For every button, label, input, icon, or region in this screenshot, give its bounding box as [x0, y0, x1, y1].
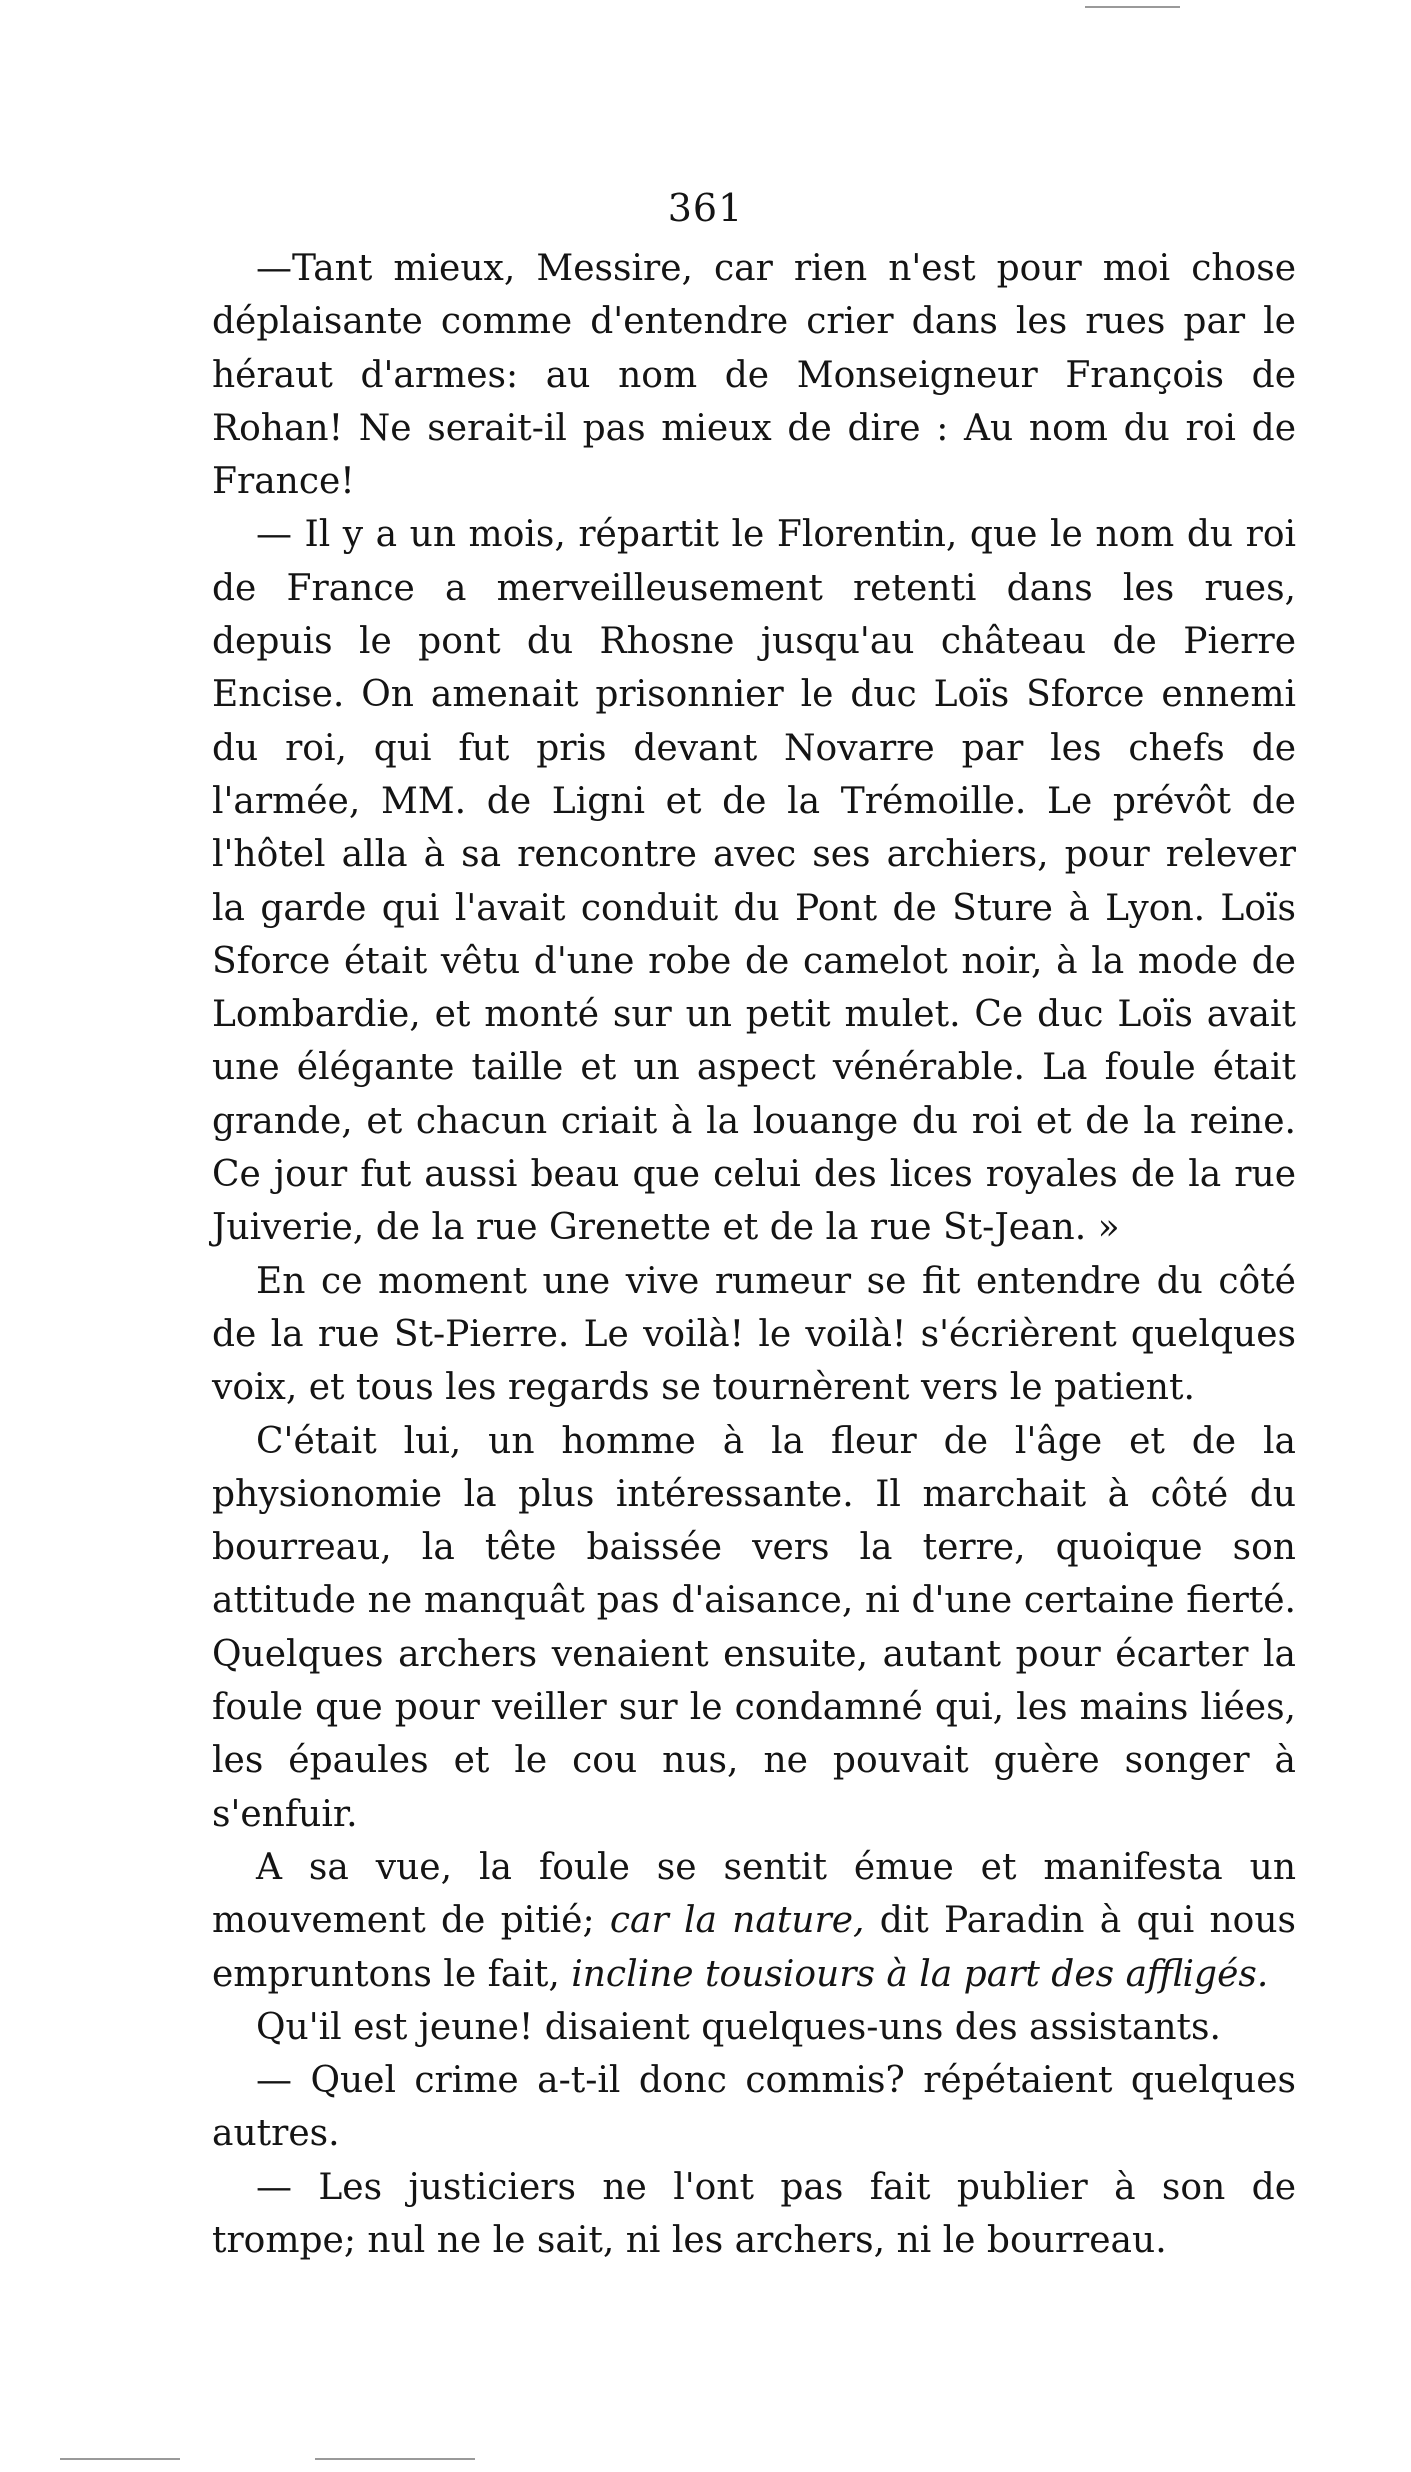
bottom-edge-rule-left [60, 2458, 180, 2460]
body-text [212, 242, 1296, 2267]
paragraph-dialogue-1: —Tant mieux, Messire, car rien n'est pour moi chose déplaisante comme d'entendre crier dans les rues par le héraut d'armes: au nom de Monseigneur François de Rohan! Ne serait-il pas mieux de dire : Au nom du roi de France! [212, 248, 1296, 503]
top-edge-rule [1085, 6, 1180, 8]
paragraph-patient: C'était lui, un homme à la fleur de l'âge et de la physionomie la plus intéressante. Il marchait à côté du bourreau, la tête baissée vers la terre, quoique son attitude ne manquât pas d'aisance, ni d'une certaine fierté. Quelques archers venaient ensuite, autant pour écarter la foule que pour veiller sur le condamné qui, les mains liées, les épaules et le cou nus, ne pouvait guère songer à s'enfuir. [212, 1420, 1296, 1835]
paragraph-justiciers: — Les justiciers ne l'ont pas fait publier à son de trompe; nul ne le sait, ni les archers, ni le bourreau. [212, 2166, 1296, 2261]
paragraph-crime: — Quel crime a-t-il donc commis? répétaient quelques autres. [212, 2060, 1296, 2155]
pitie-quote-italic-1: car la nature, [609, 1900, 865, 1942]
paragraph-florentin-reply: — Il y a un mois, répartit le Florentin, que le nom du roi de France a merveilleusement retenti dans les rues, depuis le pont du Rhosne jusqu'au château de Pierre Encise. On amenait prisonnier le duc Loïs Sforce ennemi du roi, qui fut pris devant Novarre par les chefs de l'armée, MM. de Ligni et de la Trémoille. Le prévôt de l'hôtel alla à sa rencontre avec ses archiers, pour relever la garde qui l'avait conduit du Pont de Sture à Lyon. Loïs Sforce était vêtu d'une robe de camelot noir, à la mode de Lombardie, et monté sur un petit mulet. Ce duc Loïs avait une élégante taille et un aspect vénérable. La foule était grande, et chacun criait à la louange du roi et de la reine. Ce jour fut aussi beau que celui des lices royales de la rue Juiverie, de la rue Grenette et de la rue St-Jean. » [212, 514, 1296, 1249]
paragraph-jeune: Qu'il est jeune! disaient quelques-uns des assistants. [256, 2006, 1221, 2048]
paragraph-rumeur: En ce moment une vive rumeur se fit entendre du côté de la rue St-Pierre. Le voilà! le voilà! s'écrièrent quelques voix, et tous les regards se tournèrent vers le patient. [212, 1260, 1296, 1409]
paragraph-pitie [212, 1841, 1296, 2001]
page-number: 361 [667, 186, 744, 230]
pitie-text-middle: dit Paradin à qui nous empruntons le fait, [212, 1900, 1296, 1995]
bottom-edge-rule-right [315, 2458, 475, 2460]
pitie-text-before: A sa vue, la foule se sentit émue et manifesta un mouvement de pitié; [212, 1846, 1296, 1942]
pitie-quote-italic-2: incline tousiours à la part des affligés. [571, 1953, 1269, 1995]
